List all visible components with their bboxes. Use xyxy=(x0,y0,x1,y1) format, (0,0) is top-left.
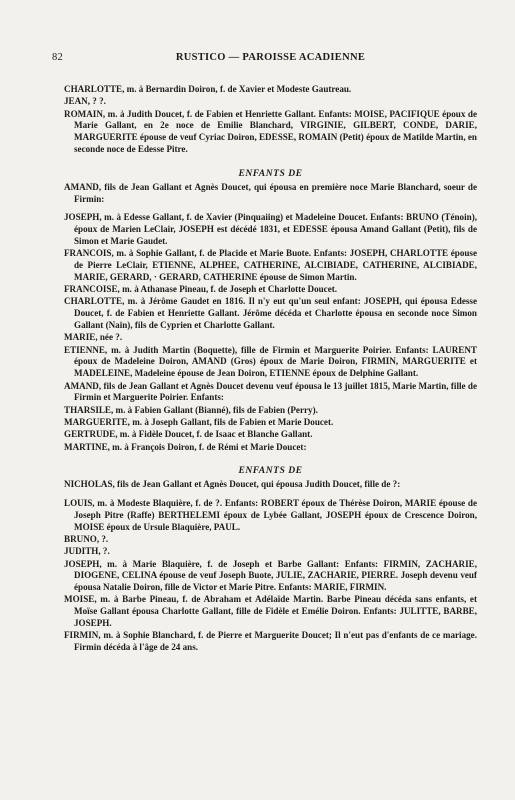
entry: ROMAIN, m. à Judith Doucet, f. de Fabien et Henriette Gallant. Enfants: MOISE, PACIFIQUE époux de Marie Gallant, en 2e noce de Emilie Blanchard, VIRGINIE, GILBERT, CONDE, DARIE, MARGUERITE épouse de veuf Cyriac Doiron, EDESSE, ROMAIN (Petit) époux de Matilde Martin, en seconde noce de Edesse Pitre. xyxy=(64,108,477,154)
entry: MARGUERITE, m. à Joseph Gallant, fils de Fabien et Marie Doucet. xyxy=(64,416,334,427)
entry: MARIE, née ?. xyxy=(64,332,123,343)
entry: FRANCOIS, m. à Sophie Gallant, f. de Placide et Marie Buote. Enfants: JOSEPH, CHARLOTTE épouse de Pierre LeClair, ETIENNE, ALPHEE, CATHERINE, ALCIBIADE, CATHERINE, ALCIBIADE, MARIE, GERARD, · GERARD, CATHERINE épouse de Simon Martin. xyxy=(64,248,477,282)
section-intro: NICHOLAS, fils de Jean Gallant et Agnès Doucet, qui épousa Judith Doucet, fille de ?: xyxy=(64,479,401,490)
entries-top xyxy=(64,84,477,156)
entry: THARSILE, m. à Fabien Gallant (Bianné), fils de Fabien (Perry). xyxy=(64,404,318,415)
entry: JUDITH, ?. xyxy=(64,546,110,557)
section-entries xyxy=(64,498,477,654)
section-entries xyxy=(64,212,477,453)
entry: ETIENNE, m. à Judith Martin (Boquette), fille de Firmin et Marguerite Poirier. Enfants: LAURENT époux de Madeleine Doiron, AMAND (Gros) époux de Marie Doiron, FIRMIN, MARGUERITE et MADELEINE, Madeleine épouse de Jean Doiron, ETIENNE époux de Delphine Gallant. xyxy=(64,344,477,379)
entry: JOSEPH, m. à Marie Blaquière, f. de Joseph et Barbe Gallant: Enfants: FIRMIN, ZACHARIE, DIOGENE, CELINA épouse de veuf Joseph Buote, JULIE, ZACHARIE, PIERRE. Joseph devenu veuf épousa Natalie Doiron, fille de Victor et Marie Pitre. Enfants: MARIE, FIRMIN. xyxy=(64,558,477,593)
entry: LOUIS, m. à Modeste Blaquière, f. de ?. Enfants: ROBERT époux de Thérèse Doiron, MARIE épouse de Joseph Pitre (Raffe) BERTHELEMI époux de Lybée Gallant, JOSEPH époux de Crescence Doiron, MOISE époux de Ursule Blaquière, PAUL. xyxy=(64,498,477,532)
section-title: ENFANTS DE xyxy=(238,167,303,179)
entry: MARTINE, m. à François Doiron, f. de Rémi et Marie Doucet: xyxy=(64,441,307,452)
entry: BRUNO, ?. xyxy=(64,534,109,544)
entry: GERTRUDE, m. à Fidèle Doucet, f. de Isaac et Blanche Gallant. xyxy=(64,429,313,440)
section-intro: AMAND, fils de Jean Gallant et Agnès Doucet, qui épousa en première noce Marie Blanchard, soeur de Firmin: xyxy=(64,181,477,204)
entry: JEAN, ? ?. xyxy=(64,96,106,107)
page-header xyxy=(52,52,477,66)
section-title: ENFANTS DE xyxy=(238,465,303,477)
entry: CHARLOTTE, m. à Jérôme Gaudet en 1816. Il n'y eut qu'un seul enfant: JOSEPH, qui épousa Edesse Doucet, f. de Fabien et Henriette Gallant. Jérôme décéda et Charlotte épousa en seconde noce Simon Gallant (Nain), fils de Cyprien et Charlotte Gallant. xyxy=(64,296,477,331)
entry: JOSEPH, m. à Edesse Gallant, f. de Xavier (Pinquaiing) et Madeleine Doucet. Enfants: BRUNO (Ténoin), époux de Marien LeClair, JOSEPH est décédé 1831, et EDESSE épousa Amand Gallant (Petit), fils de Simon et Marie Gaudet. xyxy=(64,212,477,246)
entry: AMAND, fils de Jean Gallant et Agnès Doucet devenu veuf épousa le 13 juillet 1815, Marie Martin, fille de Firmin et Marguerite Poirier. Enfants: xyxy=(64,380,477,403)
entry: CHARLOTTE, m. à Bernardin Doiron, f. de Xavier et Modeste Gautreau. xyxy=(64,84,352,94)
running-title: RUSTICO — PAROISSE ACADIENNE xyxy=(175,52,366,63)
page-number: 82 xyxy=(52,52,64,63)
entry: FIRMIN, m. à Sophie Blanchard, f. de Pierre et Marguerite Doucet; Il n'eut pas d'enfants de ce mariage. Firmin décéda à l'âge de 24 ans. xyxy=(64,630,477,653)
entry: FRANCOISE, m. à Athanase Pineau, f. de Joseph et Charlotte Doucet. xyxy=(64,284,338,295)
entry: MOISE, m. à Barbe Pineau, f. de Abraham et Adélaïde Martin. Barbe Pineau décéda sans enfants, et Moïse Gallant épousa Charlotte Gallant, fille de Fidèle et Emélie Doiron. Enfants: JULITTE, BARBE, JOSEPH. xyxy=(64,594,477,629)
